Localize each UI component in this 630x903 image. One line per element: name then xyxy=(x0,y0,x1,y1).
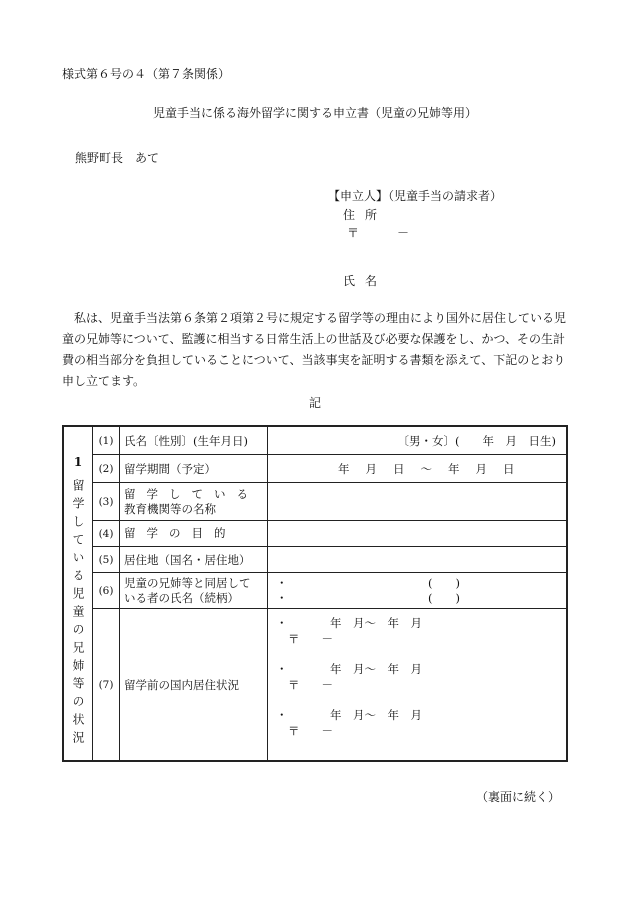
row-number: (1) xyxy=(93,427,120,455)
period-part: ～ xyxy=(420,461,432,476)
cohabitant-field[interactable] xyxy=(268,573,567,609)
postal-mark: 〒 xyxy=(288,678,300,692)
bullet: ・ xyxy=(276,575,288,590)
row-number: (4) xyxy=(93,521,120,547)
postal-dash: － xyxy=(397,226,410,240)
row-number: (5) xyxy=(93,547,120,573)
row-label: 氏名〔性別〕(生年月日) xyxy=(120,427,268,455)
period-part: 年 xyxy=(338,461,350,476)
row-label: 留学している 教育機関等の名称 xyxy=(120,483,268,521)
row-label: 留学期間（予定） xyxy=(120,455,268,483)
residence-entry[interactable] xyxy=(268,609,566,655)
row-label: 児童の兄姉等と同居して いる者の氏名（続柄） xyxy=(120,573,268,609)
entry-dates: 年 月～ 年 月 xyxy=(330,662,422,676)
statement-paragraph: 私は、児童手当法第６条第２項第２号に規定する留学等の理由により国外に居住している児童の兄姉等について、監護に相当する日常生活上の世話及び必要な保護をし、かつ、その生計費の相当部分を負担していることについて、当該事実を証明する書類を添えて、下記のとおり申し立てます。 xyxy=(62,311,567,388)
postal-dash: － xyxy=(321,632,333,646)
period-part: 月 xyxy=(365,461,377,476)
ki-heading: 記 xyxy=(308,396,321,410)
period-part: 年 xyxy=(448,461,460,476)
bullet: ・ xyxy=(276,590,288,605)
postal-code-line xyxy=(347,224,409,241)
row-label: 居住地（国名・居住地） xyxy=(120,547,268,573)
name-gender-dob-field[interactable]: 〔男・女〕( 年 月 日生) xyxy=(268,427,567,455)
bullet: ・ xyxy=(276,662,288,676)
postal-dash: － xyxy=(321,724,333,738)
postal-mark: 〒 xyxy=(347,226,360,240)
residence-entry[interactable] xyxy=(268,701,566,747)
applicant-heading: 【申立人】（児童手当の請求者） xyxy=(328,189,503,203)
bullet: ・ xyxy=(276,616,288,630)
institution-name-field[interactable] xyxy=(268,483,567,521)
study-period-field[interactable] xyxy=(268,455,567,483)
section-label: 留学している児童の兄姉等の状況 xyxy=(71,479,85,749)
form-number: 様式第６号の４（第７条関係） xyxy=(62,67,231,81)
section-number: 1 xyxy=(73,455,83,469)
row-label: 留学前の国内居住状況 xyxy=(120,609,268,761)
status-table xyxy=(62,425,568,762)
postal-mark: 〒 xyxy=(288,724,300,738)
entry-dates: 年 月～ 年 月 xyxy=(330,708,422,722)
purpose-field[interactable] xyxy=(268,521,567,547)
relationship-paren: ( ) xyxy=(428,590,460,605)
name-label: 氏名 xyxy=(343,274,388,288)
period-part: 日 xyxy=(503,461,515,476)
section-header-cell xyxy=(64,427,93,761)
bullet: ・ xyxy=(276,708,288,722)
residence-field[interactable] xyxy=(268,547,567,573)
entry-dates: 年 月～ 年 月 xyxy=(330,616,422,630)
period-part: 月 xyxy=(475,461,487,476)
row-number: (7) xyxy=(93,609,120,761)
row-number: (3) xyxy=(93,483,120,521)
row-label: 留学の目的 xyxy=(120,521,268,547)
residence-entry[interactable] xyxy=(268,655,566,701)
relationship-paren: ( ) xyxy=(428,575,460,590)
address-label: 住所 xyxy=(343,208,388,222)
continued-note: （裏面に続く） xyxy=(475,790,560,804)
prior-residence-field[interactable] xyxy=(268,609,567,761)
period-part: 日 xyxy=(393,461,405,476)
postal-mark: 〒 xyxy=(288,632,300,646)
row-number: (2) xyxy=(93,455,120,483)
addressee: 熊野町長 あて xyxy=(75,151,160,165)
document-title: 児童手当に係る海外留学に関する申立書（児童の兄姉等用） xyxy=(152,106,477,120)
postal-dash: － xyxy=(321,678,333,692)
row-number: (6) xyxy=(93,573,120,609)
